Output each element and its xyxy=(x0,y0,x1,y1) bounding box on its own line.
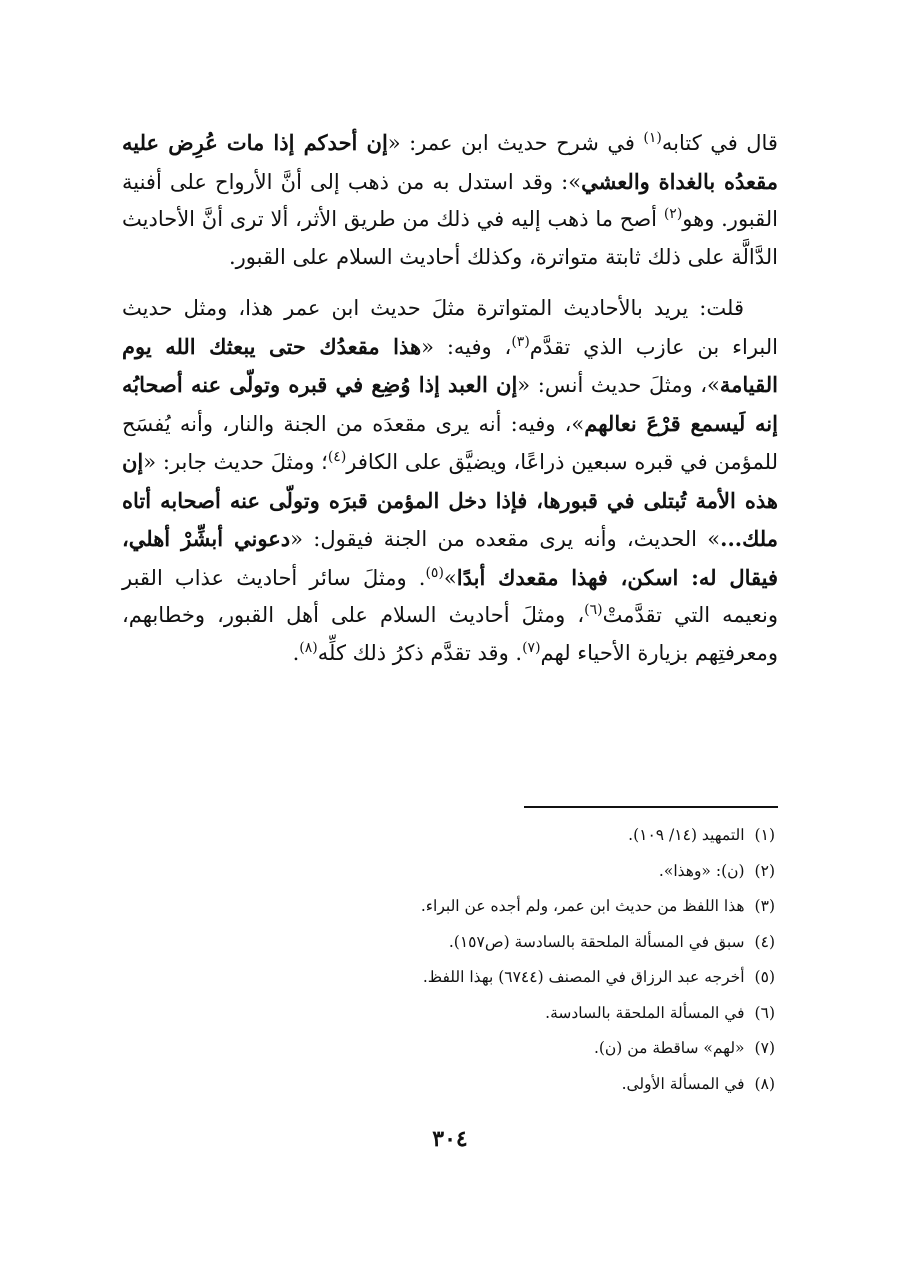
footnotes-list xyxy=(135,818,775,1102)
hadith-quote: إن هذه الأمة تُبتلى في قبورها، فإذا دخل المؤمن قبرَه وتولّى عنه أصحابه أتاه ملك... xyxy=(122,449,778,551)
footnote-text: سبق في المسألة الملحقة بالسادسة (ص١٥٧). xyxy=(448,932,745,951)
footnote-text: (ن): «وهذا». xyxy=(658,861,745,880)
footnote-item xyxy=(135,854,775,890)
footnote-item xyxy=(135,1031,775,1067)
footnote-reference: (٢) xyxy=(663,206,683,222)
text-segment: . ومثلَ سائر أحاديث عذاب القبر ونعيمه التي تقدَّمتْ xyxy=(122,565,778,627)
text-segment: » xyxy=(443,565,457,590)
footnote-reference: (٨) xyxy=(299,639,318,656)
text-segment: ، ومثلَ أحاديث السلام على أهل القبور، وخطابهم، ومعرفتِهم بزيارة الأحياء لهم xyxy=(122,603,778,665)
footnote-text: أخرجه عبد الرزاق في المصنف (٦٧٤٤) بهذا اللفظ. xyxy=(422,968,745,986)
footnote-text: في المسألة الملحقة بالسادسة. xyxy=(545,1003,745,1022)
footnote-text: في المسألة الأولى. xyxy=(621,1074,745,1093)
main-text xyxy=(122,124,778,672)
footnote-item xyxy=(135,996,775,1032)
hadith-quote: دعوني أبشِّرْ أهلي، فيقال له: اسكن، فهذا مقعدك أبدًا xyxy=(122,526,779,590)
footnote-number: (١) xyxy=(754,826,775,844)
hadith-quote: إن أحدكم إذا مات عُرِض عليه مقعدُه بالغداة والعشي xyxy=(122,130,778,194)
footnote-item xyxy=(135,1067,775,1103)
paragraph-2 xyxy=(122,290,778,672)
paragraph-1 xyxy=(122,124,778,276)
footnote-reference: (٤) xyxy=(327,449,347,465)
page-number: ٣٠٤ xyxy=(432,1126,468,1152)
text-segment: قلت: يريد بالأحاديث المتواترة مثلَ حديث ابن عمر هذا، ومثل حديث البراء بن عازب الذي تقدَّم xyxy=(122,296,778,359)
text-segment: » الحديث، وأنه يرى مقعده من الجنة فيقول: « xyxy=(290,527,721,551)
text-segment: في شرح حديث ابن عمر: « xyxy=(387,131,644,155)
footnote-number: (٤) xyxy=(754,932,775,951)
footnote-number: (٢) xyxy=(754,861,775,880)
text-segment: . xyxy=(292,640,300,665)
footnote-reference: (٦) xyxy=(584,602,603,618)
footnote-item xyxy=(135,925,775,961)
footnote-separator xyxy=(524,806,778,808)
footnote-text: هذا اللفظ من حديث ابن عمر، ولم أجده عن البراء. xyxy=(420,897,745,915)
text-segment: . وقد تقدَّم ذكرُ ذلك كلِّه xyxy=(317,640,523,665)
text-segment: »: وقد استدل به من ذهب إلى أنَّ الأرواح على أفنية القبور. وهو xyxy=(122,169,778,231)
footnote-text: التمهيد (١٤/ ١٠٩). xyxy=(628,826,745,844)
text-segment: »، ومثلَ حديث أنس: « xyxy=(517,373,720,397)
footnote-item xyxy=(135,889,775,925)
footnote-reference: (٧) xyxy=(522,639,541,656)
footnote-reference: (٣) xyxy=(511,333,530,350)
footnote-text: «لهم» ساقطة من (ن). xyxy=(593,1039,745,1057)
footnote-reference: (١) xyxy=(643,130,662,146)
hadith-quote: هذا مقعدُك حتى يبعثك الله يوم القيامة xyxy=(122,333,778,397)
footnote-item xyxy=(135,960,775,996)
text-segment: »، وفيه: أنه يرى مقعدَه من الجنة والنار، وأنه يُفسَح للمؤمن في قبره سبعين ذراعًا، ويضيَّق على الكافر xyxy=(122,411,778,474)
footnote-item xyxy=(135,818,775,854)
text-segment: قال في كتابه xyxy=(661,131,778,155)
hadith-quote: إن العبد إذا وُضِع في قبره وتولّى عنه أصحابُه إنه لَيسمع قرْعَ نعالهم xyxy=(122,372,778,436)
text-segment: ، وفيه: « xyxy=(421,334,512,359)
footnote-number: (٥) xyxy=(754,968,775,986)
text-segment: ؛ ومثلَ حديث جابر: « xyxy=(143,450,328,474)
footnote-number: (٦) xyxy=(754,1003,775,1022)
footnote-number: (٨) xyxy=(754,1074,775,1093)
footnote-reference: (٥) xyxy=(425,564,444,581)
footnote-number: (٧) xyxy=(754,1039,775,1057)
text-segment: أصح ما ذهب إليه في ذلك من طريق الأثر، ألا ترى أنَّ الأحاديث الدَّالَّة على ذلك ثابتة متواترة، وكذلك أحاديث السلام على القبور. xyxy=(122,207,778,269)
footnote-number: (٣) xyxy=(754,897,775,915)
